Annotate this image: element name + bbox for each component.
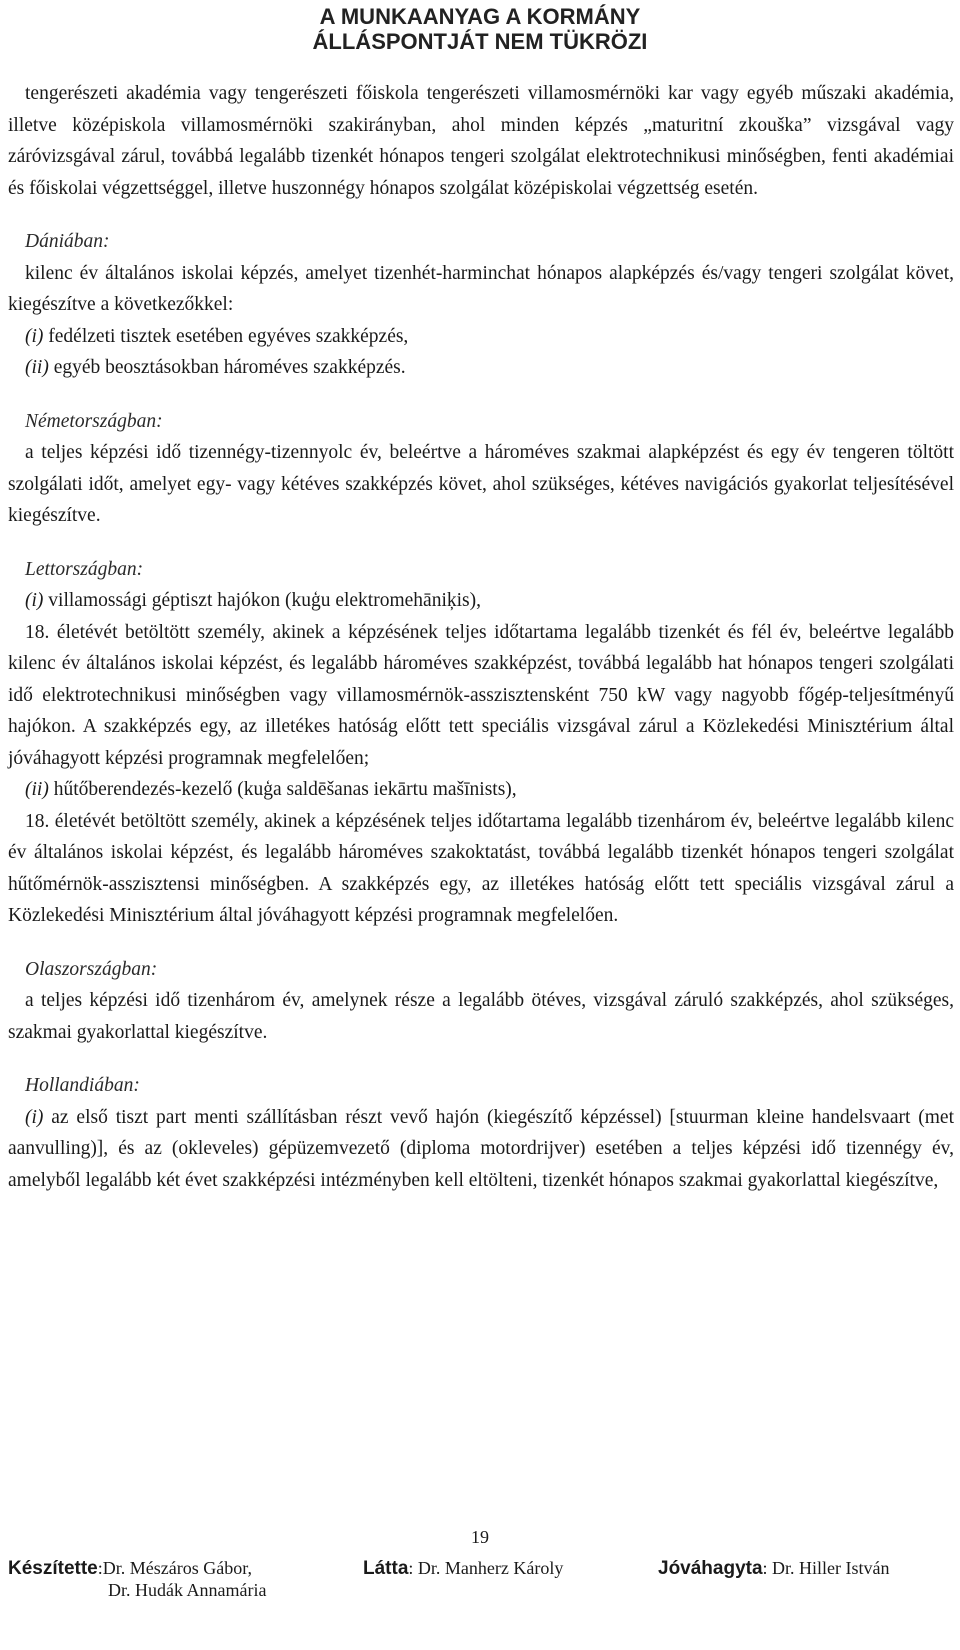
heading-nemetorszag: Németországban: bbox=[25, 410, 163, 432]
list-marker: (i) bbox=[25, 325, 44, 347]
heading-lettorszag: Lettországban: bbox=[25, 558, 144, 580]
list-item-title: hűtőberendezés-kezelő (kuģa saldēšanas iekārtu mašīnists), bbox=[48, 779, 517, 800]
document-body bbox=[8, 78, 954, 1196]
list-item-text: az első tiszt part menti szállításban részt vevő hajón (kiegészítő képzéssel) [stuurman kleine handelsvaart (met aanvulling)], és az (okleveles) gépüzemvezető (diploma motordrijver) esetében a teljes képzési idő tizennégy év, amelyből legalább két évet szakképzési intézményben kell eltölteni, tizenkét hónapos szakmai gyakorlattal kiegészítve, bbox=[8, 1106, 954, 1191]
holland-item-1 bbox=[8, 1102, 954, 1197]
nemet-paragraph: a teljes képzési idő tizennégy-tizennyolc év, beleértve a hároméves szakmai alapképzést és egy év tengeren töltött szolgálati időt, amelyet egy- vagy kétéves szakképzés követ, ahol szükséges, kétéves navigációs gyakorlat teljesítésével kiegészítve. bbox=[8, 442, 954, 526]
heading-dania: Dániában: bbox=[25, 231, 110, 252]
dania-item-1 bbox=[8, 321, 954, 353]
list-marker: (i) bbox=[25, 1106, 44, 1128]
footer-seen-name: : Dr. Manherz Károly bbox=[408, 1558, 564, 1578]
list-marker: (ii) bbox=[25, 357, 49, 378]
list-item-text: fedélzeti tisztek esetében egyéves szakképzés, bbox=[43, 325, 409, 347]
dania-paragraph: kilenc év általános iskolai képzés, amelyet tizenhét-harminchat hónapos alapképzés és/vagy tengeri szolgálat követ, kiegészítve a következőkkel: bbox=[8, 262, 954, 315]
footer-seen bbox=[363, 1557, 563, 1580]
intro-paragraph: tengerészeti akadémia vagy tengerészeti főiskola tengerészeti villamosmérnöki kar vagy egyéb műszaki akadémia, illetve középiskola villamosmérnöki szakirányban, ahol minden képzés „maturitní zkouška” vizsgával vagy záróvizsgával zárul, továbbá legalább tizenkét hónapos tengeri szolgálat elektrotechnikusi minőségben, fenti akadémiai és főiskolai végzettséggel, illetve huszonnégy hónapos szolgálat középiskolai végzettség esetén. bbox=[8, 83, 954, 199]
watermark-line-1: A MUNKAANYAG A KORMÁNY bbox=[319, 4, 641, 29]
list-item-text: egyéb beosztásokban hároméves szakképzés. bbox=[48, 357, 406, 378]
letto-item-2-paragraph: 18. életévét betöltött személy, akinek a képzésének teljes időtartama legalább tizenhárom év, beleértve legalább kilenc év általános iskolai képzést, és legalább hároméves szakoktatást, továbbá legalább tizenkét hónapos tengeri szolgálat hűtőmérnök-asszisztensi minőségben. A szakképzés egy, az illetékes hatóság előtt tett speciális vizsgával zárul a Közlekedési Minisztérium által jóváhagyott képzési programnak megfelelően. bbox=[8, 810, 954, 926]
footer-prepared-label: Készítette bbox=[8, 1558, 98, 1579]
footer-approved bbox=[658, 1557, 890, 1580]
letto-item-2-title bbox=[8, 774, 954, 806]
footer-prepared-name-2: Dr. Hudák Annamária bbox=[108, 1580, 267, 1600]
footer-seen-label: Látta bbox=[363, 1558, 409, 1579]
footer-prepared-name: :Dr. Mészáros Gábor, bbox=[97, 1558, 252, 1578]
footer-prepared bbox=[8, 1557, 252, 1580]
dania-item-2 bbox=[8, 352, 954, 384]
olasz-paragraph: a teljes képzési idő tizenhárom év, amelynek része a legalább ötéves, vizsgával záruló szakképzés, ahol szükséges, szakmai gyakorlattal kiegészítve. bbox=[8, 990, 954, 1043]
list-marker: (i) bbox=[25, 590, 44, 611]
watermark bbox=[0, 4, 960, 54]
page-number: 19 bbox=[471, 1527, 489, 1547]
footer-approved-label: Jóváhagyta bbox=[658, 1558, 763, 1579]
watermark-line-2: ÁLLÁSPONTJÁT NEM TÜKRÖZI bbox=[312, 29, 648, 54]
heading-hollandia: Hollandiában: bbox=[25, 1075, 140, 1096]
footer-approved-name: : Dr. Hiller István bbox=[762, 1558, 890, 1578]
list-marker: (ii) bbox=[25, 779, 49, 800]
letto-item-1-title bbox=[8, 585, 954, 617]
heading-olaszorszag: Olaszországban: bbox=[25, 958, 158, 980]
list-item-title: villamossági géptiszt hajókon (kuģu elektromehāniķis), bbox=[43, 590, 481, 611]
letto-item-1-paragraph: 18. életévét betöltött személy, akinek a képzésének teljes időtartama legalább tizenkét és fél év, beleértve legalább kilenc év általános iskolai képzést, és legalább hároméves szakképzést, továbbá legalább hat hónapos tengeri szolgálati idő elektrotechnikusi minőségben vagy villamosmérnök-asszisztensként 750 kW vagy nagyobb főgép-teljesítményű hajókon. A szakképzés egy, az illetékes hatóság előtt tett speciális vizsgával zárul a Közlekedési Minisztérium által jóváhagyott képzési programnak megfelelően; bbox=[8, 621, 954, 769]
